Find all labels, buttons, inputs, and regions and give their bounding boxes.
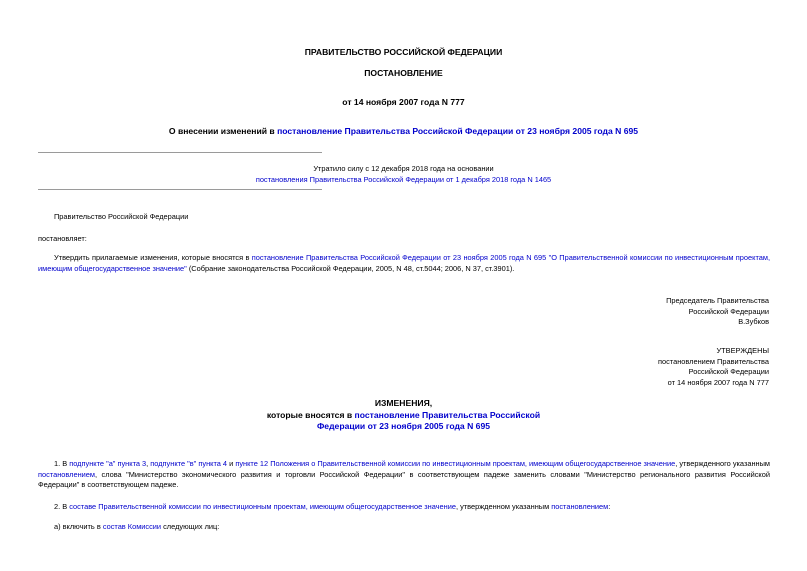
item-2a-text: следующих лиц: [161,522,220,531]
item-2-text: : [608,502,611,511]
paragraph-approve-text-b: (Собрание законодательства Российской Федерации, 2005, N 48, ст.5044; 2006, N 37, ст.3901). [186,263,515,273]
item-1 [38,459,770,491]
link-changes-resolution-2[interactable]: Федерации от 23 ноября 2005 года N 695 [316,421,491,432]
document-title-prefix: О внесении изменений в [168,126,278,136]
document-title [0,125,807,137]
approval-line2: постановлением Правительства [658,356,769,366]
approval-line1: УТВЕРЖДЕНЫ [716,346,769,355]
link-point-12[interactable]: пункте 12 [235,459,269,468]
changes-subtitle-prefix: которые вносятся в [266,409,355,420]
signature-name: В.Зубков [738,317,769,327]
item-2a [38,522,770,533]
changes-subtitle-2 [0,421,807,433]
item-2-text: , утвержденном указанным [455,502,552,511]
item-2-text: 2. В [54,502,70,511]
item-1-text: и [227,459,236,468]
paragraph-approve-text-a: Утвердить прилагаемые изменения, которые вносятся в [54,253,252,262]
repeal-notice-line2 [0,175,807,186]
approval-line4: от 14 ноября 2007 года N 777 [667,378,769,388]
link-resolution-695-full[interactable]: постановление Правительства Российской Федерации от 23 ноября 2005 года N 695 "О Правительственной комиссии по инвестиционным проектам, имеющим общегосударственное значение" [38,253,770,273]
link-resolution[interactable]: постановлением [38,469,95,479]
signature-position-2: Российской Федерации [688,306,769,316]
item-1-text: , слова "Министерство экономического развития и торговли Российской Федерации" в соответствующем падеже заменить словами "Министерство регионального развития Российской Федерации" в соответствующем падеже. [38,469,770,490]
link-subpoint-a-3[interactable]: подпункте "а" пункта 3 [69,459,147,468]
changes-heading [0,398,807,433]
approval-block [658,346,769,389]
item-1-text: , [146,459,151,468]
item-2a-text: а) включить в [54,522,103,531]
paragraph-approve [38,253,770,274]
document-date-number: от 14 ноября 2007 года N 777 [342,97,465,107]
repeal-notice-line1: Утратило силу с 12 декабря 2018 года на основании [313,164,494,173]
link-resolution-695[interactable]: постановление Правительства Российской Федерации от 23 ноября 2005 года N 695 [277,126,639,136]
changes-subtitle [0,410,807,422]
document-type: ПОСТАНОВЛЕНИЕ [364,68,443,78]
resolves-line: постановляет: [38,234,87,243]
link-commission-composition[interactable]: составе Правительственной комиссии по инвестиционным проектам, имеющим общегосударственное значение [69,502,456,511]
signature-block [666,296,769,328]
item-1-text: , утвержденного указанным [675,459,770,468]
link-regulation-commission[interactable]: Положения о Правительственной комиссии по инвестиционным проектам, имеющим общегосударственное значение [270,459,676,468]
divider-bottom [38,189,322,190]
divider-top [38,152,322,153]
link-resolution-2[interactable]: постановлением [551,502,609,511]
link-changes-resolution[interactable]: постановление Правительства Российской [354,409,541,420]
signature-position: Председатель Правительства [666,296,769,305]
approval-line3: Российской Федерации [688,367,769,377]
link-commission-members[interactable]: состав Комиссии [102,522,162,531]
changes-title: ИЗМЕНЕНИЯ, [374,398,433,408]
link-subpoint-v-4[interactable]: подпункте "в" пункта 4 [150,459,228,468]
government-line: Правительство Российской Федерации [54,212,189,221]
link-resolution-1465[interactable]: постановления Правительства Российской Федерации от 1 декабря 2018 года N 1465 [255,175,552,184]
item-2 [38,502,770,513]
government-title: ПРАВИТЕЛЬСТВО РОССИЙСКОЙ ФЕДЕРАЦИИ [304,47,503,57]
item-1-text: 1. В [54,459,70,468]
